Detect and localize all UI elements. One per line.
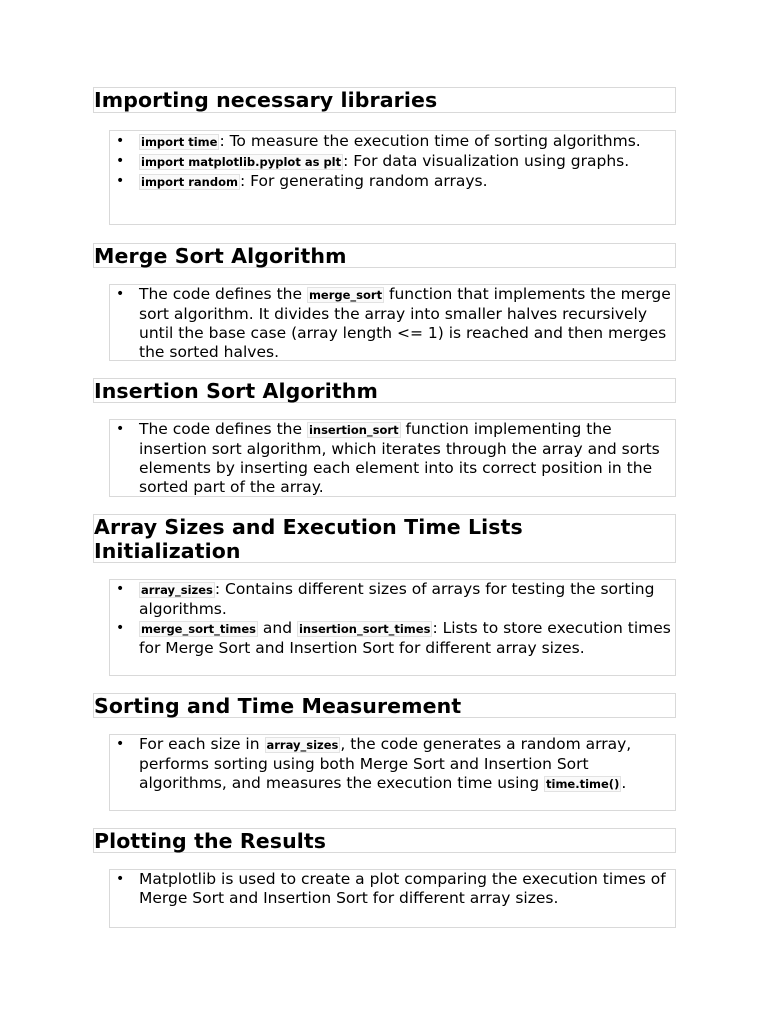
bullet-list <box>110 735 675 794</box>
section-heading: Array Sizes and Execution Time Lists Initialization <box>94 515 523 563</box>
list-item <box>110 420 675 497</box>
inline-code: time.time() <box>546 777 620 791</box>
section-array-sizes <box>93 514 676 676</box>
inline-code: array_sizes <box>266 738 339 752</box>
list-item <box>110 870 675 908</box>
list-item <box>110 735 675 794</box>
section-heading-box <box>93 693 676 718</box>
section-heading: Merge Sort Algorithm <box>94 244 347 268</box>
inline-code: import time <box>141 135 218 149</box>
bullet-icon: • <box>116 620 125 636</box>
list-item-text: function implementing the insertion sort algorithm, which iterates through the array and sorts elements by inserting each element into its correct position in the sorted part of the array. <box>139 420 660 496</box>
bullet-list-box <box>109 419 676 497</box>
list-item <box>110 580 675 619</box>
bullet-icon: • <box>116 173 125 189</box>
list-item <box>110 285 675 362</box>
bullet-icon: • <box>116 286 125 302</box>
list-item-text: : Lists to store execution times for Merge Sort and Insertion Sort for different array sizes. <box>139 619 671 657</box>
inline-code: insertion_sort <box>308 423 399 437</box>
section-heading-box <box>93 828 676 853</box>
bullet-list-box <box>109 579 676 676</box>
list-item-text: . <box>621 774 627 792</box>
inline-code: import matplotlib.pyplot as plt <box>141 155 342 169</box>
list-item <box>110 172 675 192</box>
list-item-text: : For data visualization using graphs. <box>343 152 630 170</box>
inline-code: array_sizes <box>141 583 213 597</box>
list-item-text: : To measure the execution time of sorting algorithms. <box>219 132 641 150</box>
section-insertion-sort <box>93 378 676 497</box>
bullet-icon: • <box>116 421 125 437</box>
bullet-icon: • <box>116 153 125 169</box>
section-sorting-time <box>93 693 676 811</box>
inline-code: merge_sort_times <box>141 622 256 636</box>
bullet-list-box <box>109 734 676 811</box>
section-heading: Plotting the Results <box>94 829 327 853</box>
bullet-icon: • <box>116 581 125 597</box>
bullet-icon: • <box>116 133 125 149</box>
bullet-list <box>110 132 675 192</box>
list-item-text: , the code generates a random array, performs sorting using both Merge Sort and Insertion Sort algorithms, and measures the execution time using <box>139 735 632 792</box>
list-item <box>110 619 675 658</box>
bullet-list <box>110 420 675 497</box>
bullet-list-box <box>109 869 676 928</box>
inline-code: insertion_sort_times <box>298 622 431 636</box>
bullet-list <box>110 580 675 658</box>
list-item <box>110 132 675 152</box>
list-item-text: For each size in <box>139 735 265 753</box>
list-item-text: function that implements the merge sort algorithm. It divides the array into smaller halves recursively until the base case (array length <= 1) is reached and then merges the sorted halves. <box>139 285 671 361</box>
bullet-icon: • <box>116 871 125 887</box>
section-heading-box <box>93 87 676 113</box>
list-item-text: : For generating random arrays. <box>239 172 488 190</box>
section-heading: Importing necessary libraries <box>94 88 438 112</box>
section-plotting <box>93 828 676 928</box>
inline-code: import random <box>141 175 238 189</box>
bullet-list <box>110 870 675 908</box>
bullet-list-box <box>109 130 676 225</box>
bullet-list <box>110 285 675 362</box>
list-item <box>110 152 675 172</box>
section-heading-box <box>93 514 676 563</box>
inline-code: merge_sort <box>308 288 383 302</box>
section-heading-box <box>93 243 676 268</box>
section-heading: Insertion Sort Algorithm <box>94 379 378 403</box>
list-item-text: and <box>257 619 297 637</box>
list-item-text: Matplotlib is used to create a plot comparing the execution times of Merge Sort and Insertion Sort for different array sizes. <box>139 870 666 907</box>
section-merge-sort <box>93 243 676 361</box>
list-item-text: : Contains different sizes of arrays for testing the sorting algorithms. <box>139 580 655 618</box>
section-heading-box <box>93 378 676 403</box>
list-item-text: The code defines the <box>139 285 307 303</box>
list-item-text: The code defines the <box>139 420 307 438</box>
section-heading: Sorting and Time Measurement <box>94 694 462 718</box>
bullet-icon: • <box>116 736 125 752</box>
section-importing-libraries <box>93 87 676 225</box>
bullet-list-box <box>109 284 676 361</box>
